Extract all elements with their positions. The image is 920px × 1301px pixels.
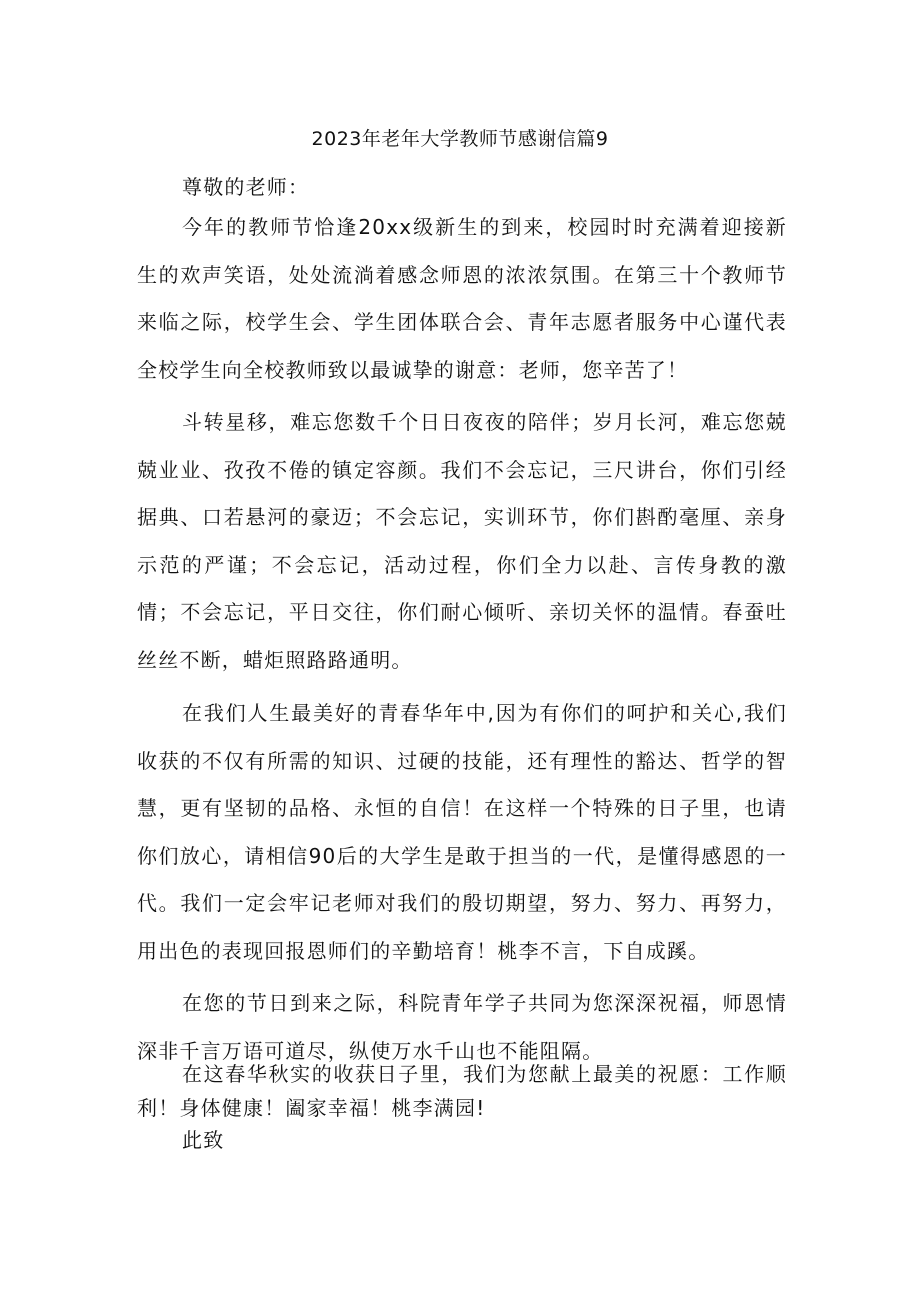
closing: 此致 xyxy=(182,1128,225,1152)
paragraph-2: 斗转星移，难忘您数千个日日夜夜的陪伴；岁月长河，难忘您兢兢业业、孜孜不倦的镇定容颜。我们不会忘记，三尺讲台，你们引经据典、口若悬河的豪迈；不会忘记，实训环节，你们斟酌毫厘、亲身示范的严谨；不会忘记，活动过程，你们全力以赴、言传身教的激情；不会忘记，平日交往，你们耐心倾听、亲切关怀的温情。春蚕吐丝丝不断，蜡炬照路路通明。 xyxy=(137,410,787,672)
paragraph-4: 在您的节日到来之际，科院青年学子共同为您深深祝福，师恩情深非千言万语可道尽，纵使万水千山也不能阻隔。 xyxy=(137,991,787,1063)
document-title: 2023年老年大学教师节感谢信篇9 xyxy=(311,128,609,150)
paragraph-1: 今年的教师节恰逢20xx级新生的到来，校园时时充满着迎接新生的欢声笑语，处处流淌着感念师恩的浓浓氛围。在第三十个教师节来临之际，校学生会、学生团体联合会、青年志愿者服务中心谨代表全校学生向全校教师致以最诚挚的谢意：老师，您辛苦了！ xyxy=(137,215,787,382)
salutation: 尊敬的老师： xyxy=(182,175,310,199)
paragraph-5: 在这春华秋实的收获日子里，我们为您献上最美的祝愿：工作顺利！身体健康！阖家幸福！桃李满园! xyxy=(137,1062,787,1120)
paragraph-3: 在我们人生最美好的青春华年中,因为有你们的呵护和关心,我们收获的不仅有所需的知识、过硬的技能，还有理性的豁达、哲学的智慧，更有坚韧的品格、永恒的自信！在这样一个特殊的日子里，也请你们放心，请相信90后的大学生是敢于担当的一代，是懂得感恩的一代。我们一定会牢记老师对我们的殷切期望，努力、努力、再努力，用出色的表现回报恩师们的辛勤培育！桃李不言，下自成蹊。 xyxy=(137,701,787,963)
